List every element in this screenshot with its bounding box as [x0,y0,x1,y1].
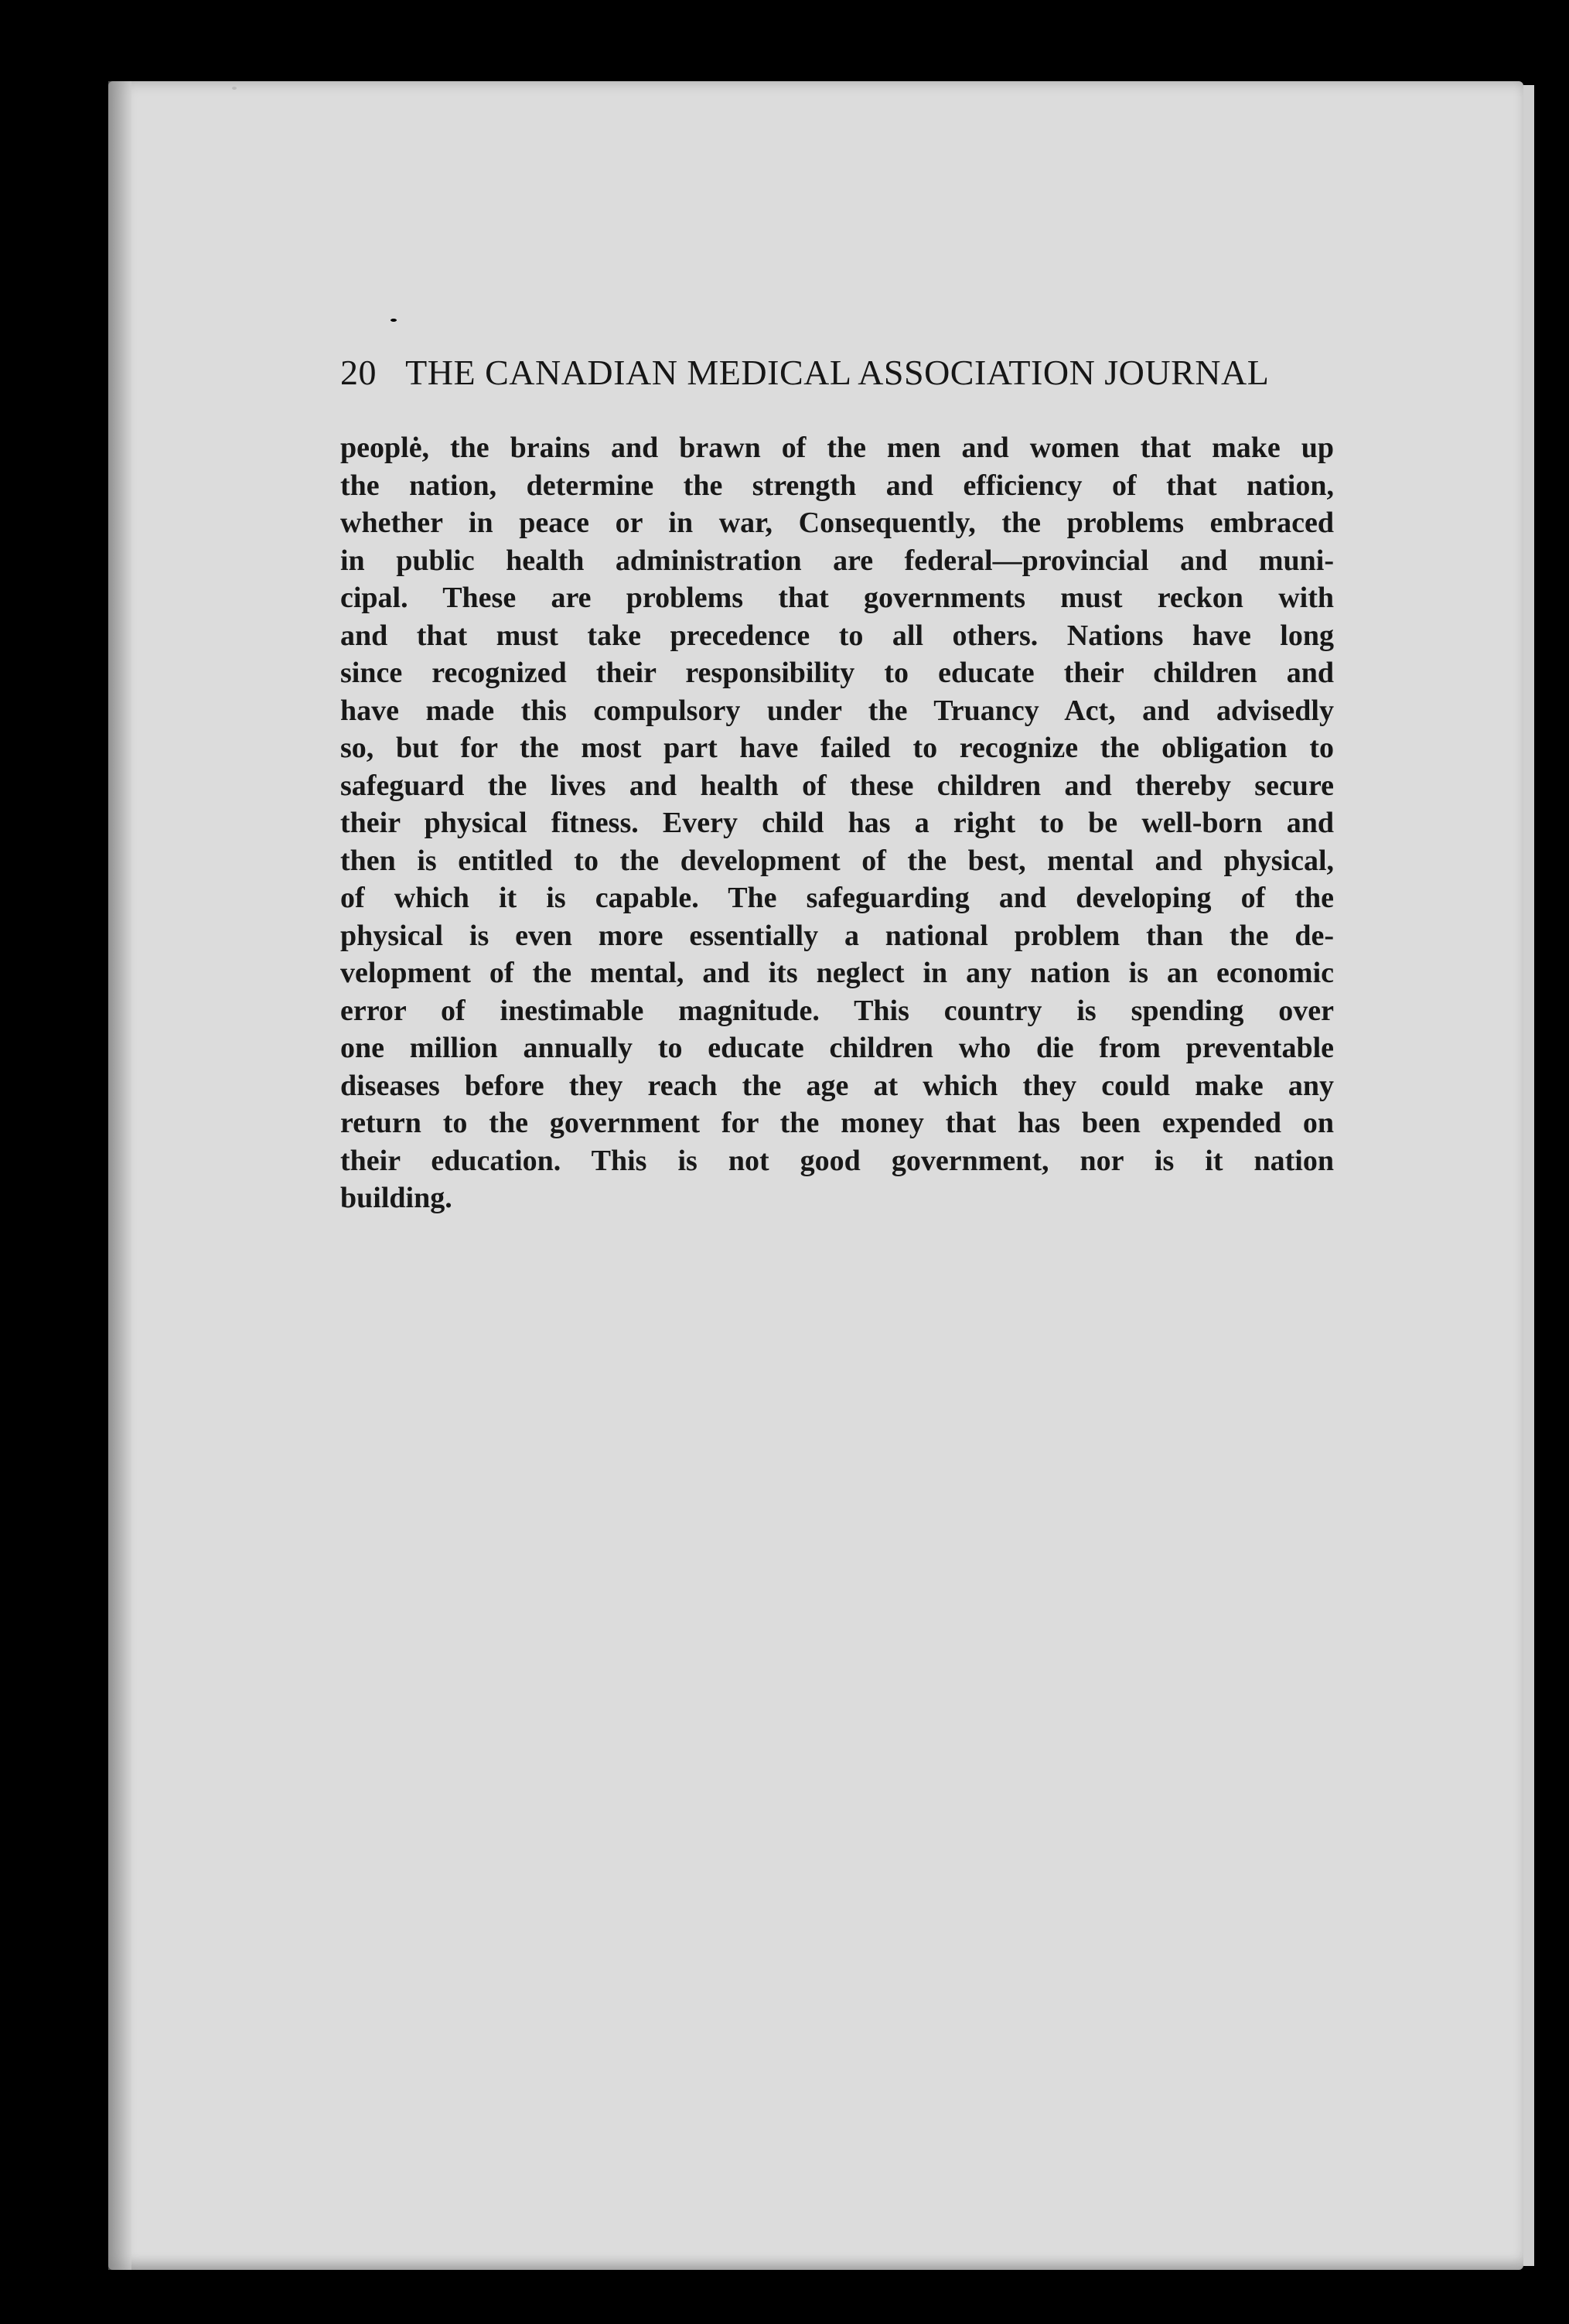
text-line: velopment of the mental, and its neglect in any nation is an economic [340,957,1334,989]
text-line: physical is even more essentially a national problem than the de- [340,919,1334,952]
text-line: the nation, determine the strength and efficiency of that nation, [340,469,1334,502]
text-line: diseases before they reach the age at which they could make any [340,1069,1334,1102]
page-gutter-shadow [108,81,131,2270]
text-line: their physical fitness. Every child has a right to be well-born and [340,807,1334,839]
text-line: one million annually to educate children who die from preventable [340,1032,1334,1064]
text-line: safeguard the lives and health of these children and thereby secure [340,769,1334,802]
body-paragraph [340,429,1334,1217]
text-line: have made this compulsory under the Truancy Act, and advisedly [340,694,1334,727]
journal-title: THE CANADIAN MEDICAL ASSOCIATION JOURNAL [405,353,1270,392]
text-line: so, but for the most part have failed to recognize the obligation to [340,732,1334,764]
text-line: of which it is capable. The safeguarding and developing of the [340,882,1334,914]
text-line: since recognized their responsibility to educate their children and [340,657,1334,689]
page-right-edge [1523,85,1534,2266]
scan-speck [391,319,397,322]
running-header [340,352,1338,393]
text-line: whether in peace or in war, Consequently, the problems embraced [340,507,1334,539]
text-line: building. [340,1182,452,1214]
text-line: error of inestimable magnitude. This country is spending over [340,994,1334,1027]
text-line: return to the government for the money that has been expended on [340,1107,1334,1139]
text-line: then is entitled to the development of the best, mental and physical, [340,844,1334,877]
text-line: cipal. These are problems that governments must reckon with [340,582,1334,614]
text-line: in public health administration are federal—provincial and muni- [340,544,1334,577]
text-line: peoplė, the brains and brawn of the men and women that make up [340,432,1334,464]
scan-speck [232,87,237,90]
page-number: 20 [340,353,377,392]
text-line: and that must take precedence to all others. Nations have long [340,619,1334,652]
text-line: their education. This is not good government, nor is it nation [340,1144,1334,1177]
